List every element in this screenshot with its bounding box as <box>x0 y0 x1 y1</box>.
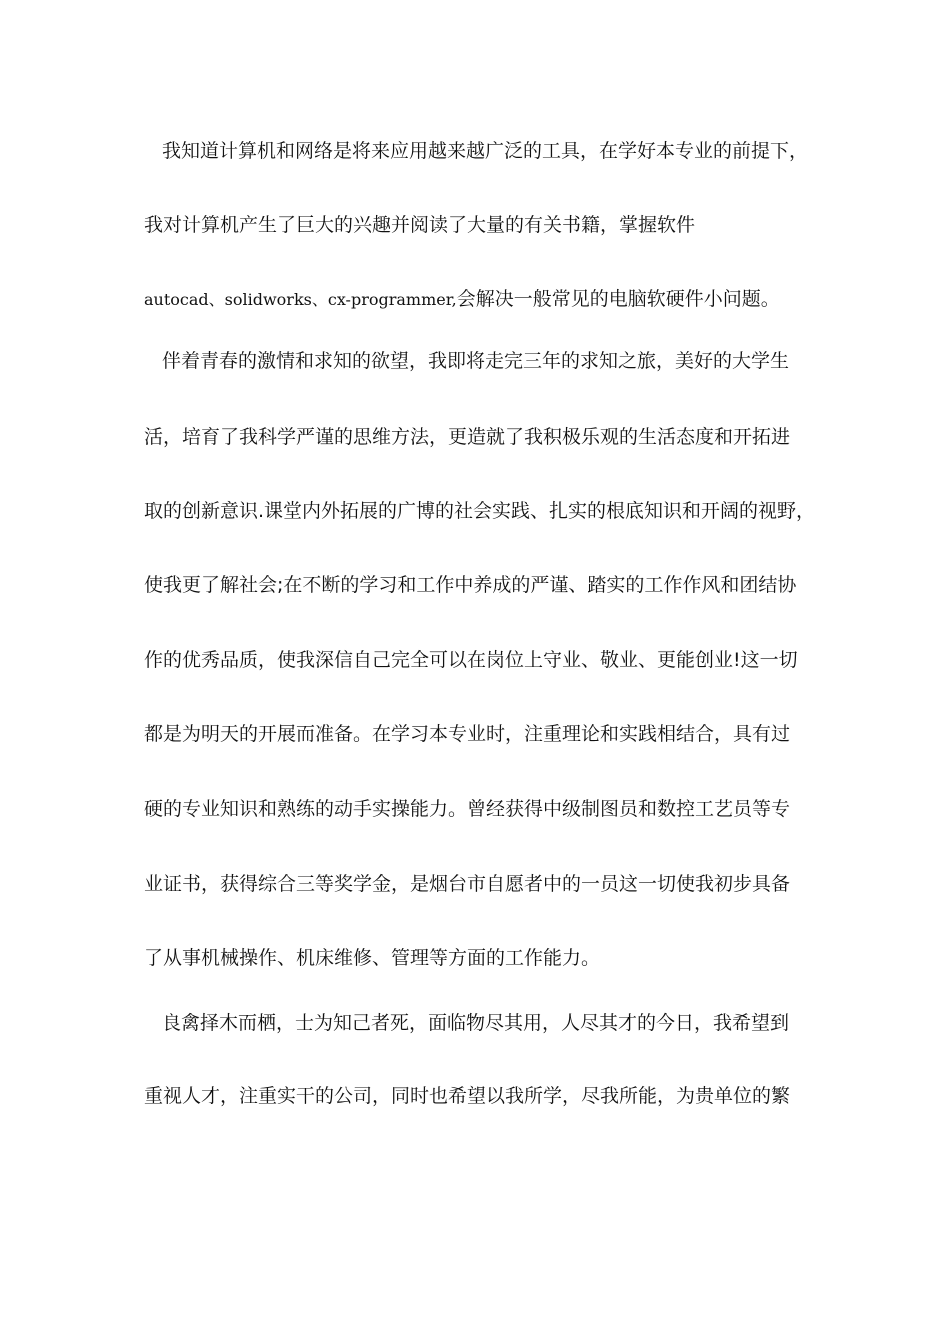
paragraph-3-line-1: 良禽择木而栖，士为知己者死，面临物尽其用，人尽其才的今日，我希望到 <box>162 1012 790 1034</box>
paragraph-1-line-3 <box>144 284 824 314</box>
software-list-text: autocad、solidworks、cx-programmer, <box>144 290 457 309</box>
paragraph-2-line-8: 业证书，获得综合三等奖学金，是烟台市自愿者中的一员这一切使我初步具备 <box>144 873 791 895</box>
paragraph-2-line-9: 了从事机械操作、机床维修、管理等方面的工作能力。 <box>144 947 601 969</box>
paragraph-1-line-2: 我对计算机产生了巨大的兴趣并阅读了大量的有关书籍，掌握软件 <box>144 214 696 236</box>
paragraph-1-line-1: 我知道计算机和网络是将来应用越来越广泛的工具，在学好本专业的前提下， <box>162 140 809 162</box>
paragraph-2-line-2: 活，培育了我科学严谨的思维方法，更造就了我积极乐观的生活态度和开拓进 <box>144 426 791 448</box>
paragraph-2-line-5: 作的优秀品质，使我深信自己完全可以在岗位上守业、敬业、更能创业!这一切 <box>144 649 798 671</box>
paragraph-2-line-1: 伴着青春的激情和求知的欲望，我即将走完三年的求知之旅，美好的大学生 <box>162 350 790 372</box>
paragraph-2-line-3: 取的创新意识.课堂内外拓展的广博的社会实践、扎实的根底知识和开阔的视野， <box>144 500 816 522</box>
paragraph-1-line-3-rest: 会解决一般常见的电脑软硬件小问题。 <box>456 288 780 310</box>
paragraph-2-line-7: 硬的专业知识和熟练的动手实操能力。曾经获得中级制图员和数控工艺员等专 <box>144 798 791 820</box>
paragraph-3-line-2: 重视人才，注重实干的公司，同时也希望以我所学，尽我所能，为贵单位的繁 <box>144 1085 791 1107</box>
paragraph-2-line-6: 都是为明天的开展而准备。在学习本专业时，注重理论和实践相结合，具有过 <box>144 723 791 745</box>
paragraph-2-line-4: 使我更了解社会;在不断的学习和工作中养成的严谨、踏实的工作作风和团结协 <box>144 574 797 596</box>
